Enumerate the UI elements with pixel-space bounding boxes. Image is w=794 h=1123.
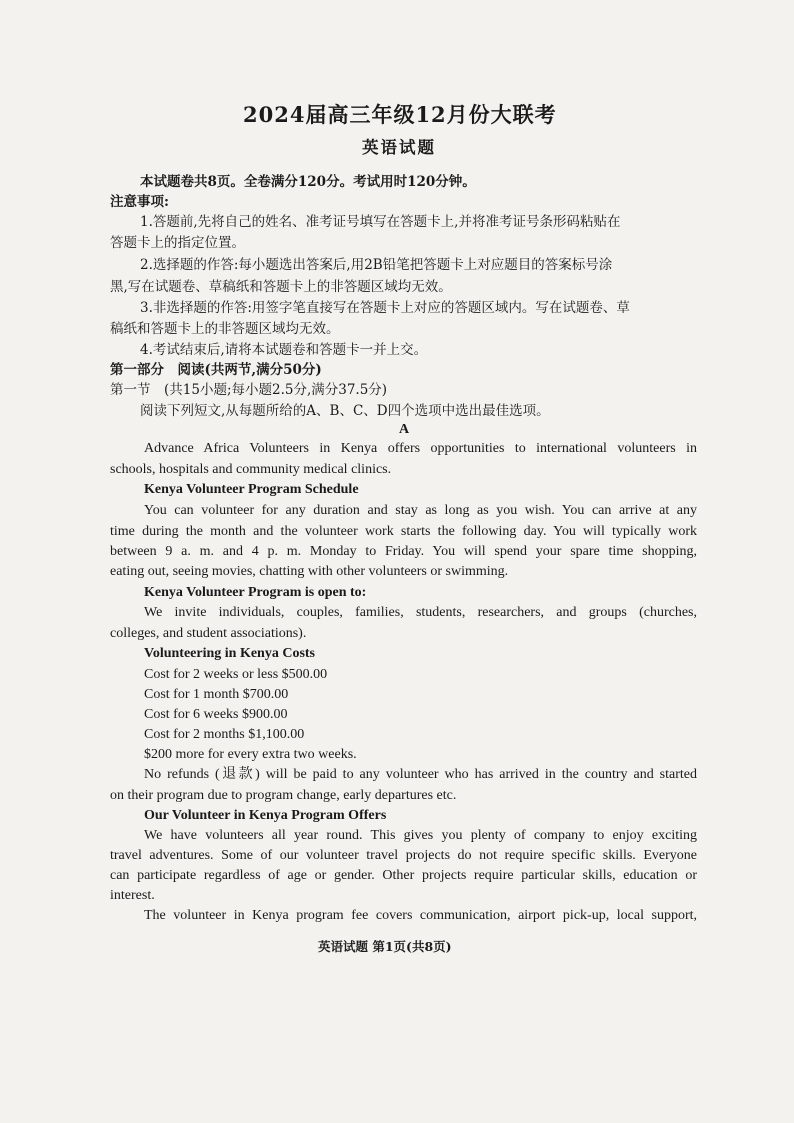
schedule-text: eating out, seeing movies, chatting with other volunteers or swimming.: [110, 564, 509, 579]
section1-heading: 第一节 (共15小题;每小题2.5分,满分37.5分): [110, 382, 388, 398]
cost-item: Cost for 2 weeks or less $500.00: [144, 667, 328, 682]
schedule-text: between 9 a. m. and 4 p. m. Monday to Friday. You will spend your spare time shopping,: [110, 544, 697, 559]
page-footer: 英语试题 第1页(共8页): [318, 939, 452, 954]
exam-subtitle: 英语试题: [362, 138, 436, 157]
exam-info: 本试题卷共8页。全卷满分120分。考试用时120分钟。: [140, 174, 476, 190]
passage-letter: A: [399, 422, 410, 437]
open-text: colleges, and student associations).: [110, 626, 307, 641]
note-item-1: 1.答题前,先将自己的姓名、准考证号填写在答题卡上,并将准考证号条形码粘贴在: [140, 214, 621, 230]
cost-item: Cost for 2 months $1,100.00: [144, 727, 305, 742]
exam-title: 2024届高三年级12月份大联考: [243, 102, 557, 127]
offers-text: can participate regardless of age or gender. Other projects require particular skills, education or: [110, 868, 697, 883]
schedule-text: You can volunteer for any duration and stay as long as you wish. You can arrive at any: [144, 503, 697, 518]
schedule-text: time during the month and the volunteer work starts the following day. You will typically work: [110, 524, 697, 539]
offers-text: We have volunteers all year round. This gives you plenty of company to enjoy exciting: [144, 828, 697, 843]
refund-text: No refunds (退款) will be paid to any volunteer who has arrived in the country and started: [144, 767, 697, 782]
schedule-heading: Kenya Volunteer Program Schedule: [144, 482, 359, 497]
open-text: We invite individuals, couples, families, students, researchers, and groups (churches,: [144, 605, 697, 620]
note-item-3: 3.非选择题的作答:用签字笔直接写在答题卡上对应的答题区域内。写在试题卷、草: [140, 300, 630, 316]
offers-text: interest.: [110, 888, 155, 903]
fee-text: The volunteer in Kenya program fee covers communication, airport pick-up, local support,: [144, 908, 697, 923]
cost-item: Cost for 6 weeks $900.00: [144, 707, 288, 722]
cost-item: $200 more for every extra two weeks.: [144, 747, 357, 762]
section1-instruction: 阅读下列短文,从每题所给的A、B、C、D四个选项中选出最佳选项。: [140, 403, 550, 419]
note-item-2-cont: 黑,写在试题卷、草稿纸和答题卡上的非答题区域均无效。: [110, 279, 452, 295]
part1-heading: 第一部分 阅读(共两节,满分50分): [110, 362, 322, 378]
note-item-4: 4.考试结束后,请将本试题卷和答题卡一并上交。: [140, 342, 428, 358]
cost-item: Cost for 1 month $700.00: [144, 687, 289, 702]
offers-heading: Our Volunteer in Kenya Program Offers: [144, 808, 387, 823]
costs-heading: Volunteering in Kenya Costs: [144, 646, 316, 661]
offers-text: travel adventures. Some of our volunteer travel projects do not require specific skills. Everyone: [110, 848, 697, 863]
passage-intro: Advance Africa Volunteers in Kenya offers opportunities to international volunteers in: [144, 441, 697, 456]
note-item-3-cont: 稿纸和答题卡上的非答题区域均无效。: [110, 321, 340, 337]
note-item-1-cont: 答题卡上的指定位置。: [110, 235, 245, 251]
refund-text: on their program due to program change, early departures etc.: [110, 788, 457, 803]
open-heading: Kenya Volunteer Program is open to:: [144, 585, 367, 600]
notes-heading: 注意事项:: [110, 194, 169, 210]
note-item-2: 2.选择题的作答:每小题选出答案后,用2B铅笔把答题卡上对应题目的答案标号涂: [140, 257, 613, 273]
passage-intro-cont: schools, hospitals and community medical clinics.: [110, 462, 392, 477]
